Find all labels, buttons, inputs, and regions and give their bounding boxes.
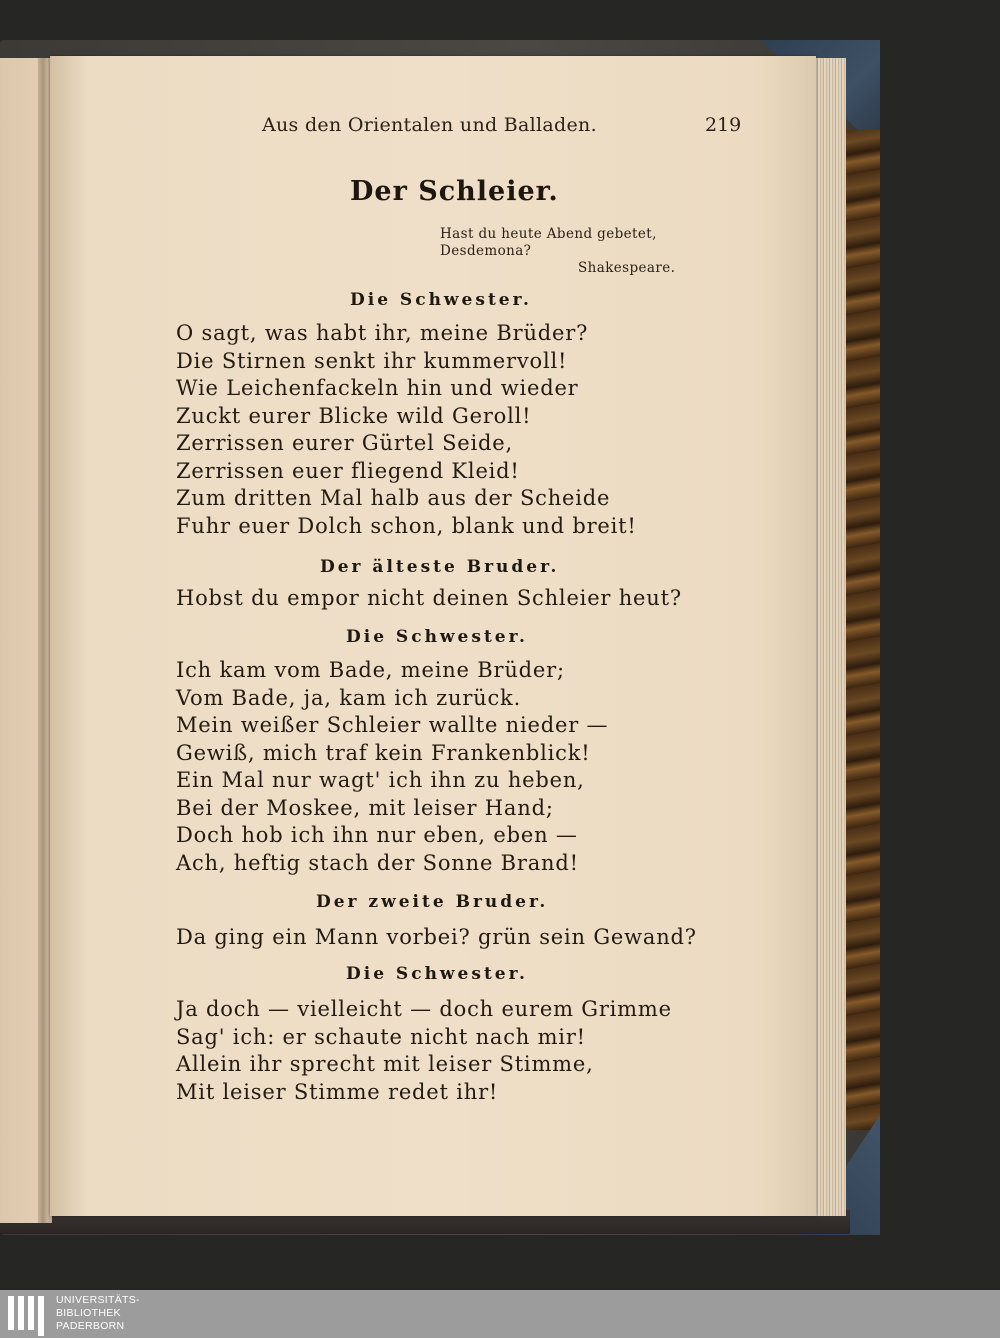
verse-line: Zuckt eurer Blicke wild Geroll! [176, 403, 532, 428]
library-logo-text [56, 1294, 140, 1333]
stanza [176, 996, 672, 1106]
verse-line: Fuhr euer Dolch schon, blank und breit! [176, 513, 637, 538]
speaker-heading: Der zweite Bruder. [316, 892, 549, 912]
stanza [176, 585, 682, 613]
logo-line: UNIVERSITÄTS- [56, 1294, 140, 1306]
logo-line: BIBLIOTHEK [56, 1307, 121, 1319]
speaker-heading: Die Schwester. [346, 964, 528, 984]
page-number: 219 [705, 114, 742, 136]
library-footer [0, 1290, 1000, 1338]
verse-line: Doch hob ich ihn nur eben, eben — [176, 823, 578, 847]
verse-line: Da ging ein Mann vorbei? grün sein Gewand? [176, 925, 697, 949]
logo-line: PADERBORN [56, 1320, 125, 1332]
verse-line: Die Stirnen senkt ihr kummervoll! [176, 348, 568, 373]
verse-line: Zum dritten Mal halb aus der Scheide [176, 486, 611, 510]
stanza [176, 657, 608, 877]
verse-line: Ach, heftig stach der Sonne Brand! [176, 850, 579, 875]
running-head: Aus den Orientalen und Balladen. [262, 114, 597, 136]
library-logo-icon [8, 1296, 48, 1330]
poem-title: Der Schleier. [350, 176, 559, 207]
verse-line: Bei der Moskee, mit leiser Hand; [176, 795, 554, 820]
verse-line: Zerrissen euer fliegend Kleid! [176, 458, 520, 483]
verse-line: Ich kam vom Bade, meine Brüder; [176, 658, 565, 682]
verse-line: Hobst du empor nicht deinen Schleier heut? [176, 586, 682, 610]
verse-line: Gewiß, mich traf kein Frankenblick! [176, 740, 591, 765]
verse-line: Mit leiser Stimme redet ihr! [176, 1079, 499, 1104]
speaker-heading: Die Schwester. [350, 290, 532, 310]
verse-line: O sagt, was habt ihr, meine Brüder? [176, 321, 589, 345]
page-gutter [38, 58, 48, 1223]
epigraph-line-1: Hast du heute Abend gebetet, [440, 226, 657, 242]
verse-line: Allein ihr sprecht mit leiser Stimme, [176, 1052, 594, 1076]
verse-line: Zerrissen eurer Gürtel Seide, [176, 431, 513, 455]
verse-line: Wie Leichenfackeln hin und wieder [176, 376, 579, 400]
stanza [176, 320, 637, 540]
verse-line: Vom Bade, ja, kam ich zurück. [176, 685, 522, 710]
speaker-heading: Die Schwester. [346, 627, 528, 647]
verse-line: Ein Mal nur wagt' ich ihn zu heben, [176, 768, 585, 792]
verse-line: Ja doch — vielleicht — doch eurem Grimme [176, 997, 672, 1021]
speaker-heading: Der älteste Bruder. [320, 557, 560, 577]
left-page [0, 58, 52, 1223]
stanza [176, 924, 697, 952]
epigraph-attribution: Shakespeare. [578, 260, 676, 276]
verse-line: Mein weißer Schleier wallte nieder — [176, 713, 609, 737]
epigraph-line-2: Desdemona? [440, 243, 532, 259]
verse-line: Sag' ich: er schaute nicht nach mir! [176, 1024, 586, 1049]
